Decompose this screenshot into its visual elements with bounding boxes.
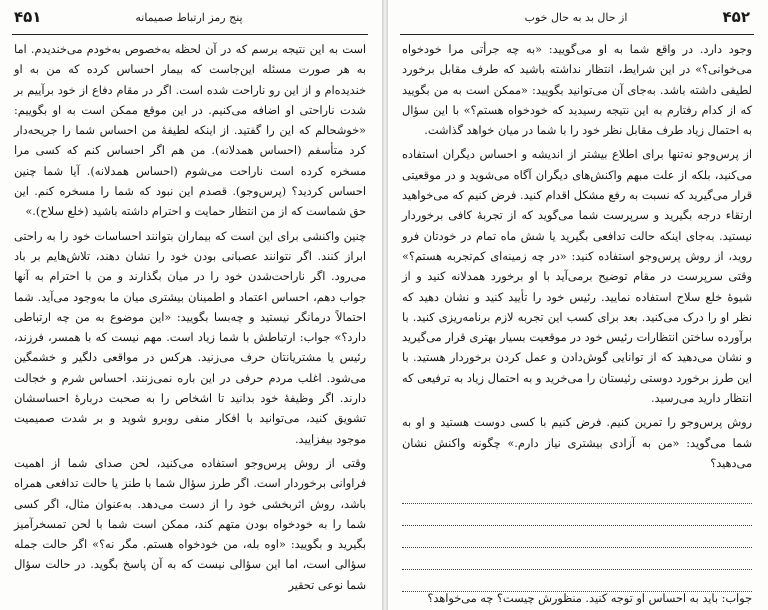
- paragraph: چنین واکنشی برای این است که بیماران بتوانند احساسات خود را به راحتی ابراز کنند. اگر نتوانند عصبانی بودن خود را نشان دهند، تلاش‌هایم بر باد می‌رود. اگر ناراحت‌شدن خود را در میان بگذارند و من با احترام به آنها جواب دهم، احساس اعتماد و اطمینان بیشتری میان ما به‌وجود می‌آید. شما احتمالاً درمانگر نیستید و چه‌بسا بگویید: «این موضوع به من چه ارتباطی دارد؟» جواب: ارتباطش با شما زیاد است. مهم نیست که با همسر، فرزند، رئیس یا مشتریانتان حرف می‌زنید. هرکس در مواقعی دلگیر و خشمگین می‌شود. اغلب مردم حرفی در این باره نمی‌زنند. احساس شرم و خجالت دارند. اگر وظیفهٔ خود بدانید تا اشخاص را به صحبت دربارهٔ احساسشان تشویق کنید، می‌توانید با افکار منفی روبرو شوید و بر شدت صمیمیت موجود بیفزایید.: [14, 229, 366, 446]
- right-page-header: [398, 8, 754, 30]
- left-page-header: [10, 8, 368, 30]
- paragraph: است به این نتیجه برسم که در آن لحظه به‌خصوص به‌خودم می‌خندیدم. اما به هر صورت مسئله این‌جاست که بیمار احساس کرده که من به او خندیده‌ام و از این رو ناراحت شده است. اگر در مقام دفاع از خود برآییم بر شدت ناراحتی او اضافه می‌کنیم. در این موقع ممکن است به او بگوییم: «خوشحالم که این را گفتید. از اینکه لطیفهٔ من احساس شما را جریحه‌دار کرد متأسفم (احساس همدلانه). من هم اگر احساس کنم که کسی مرا مسخره کرده است ناراحت می‌شوم (احساس همدلانه). آیا شما چنین احساس کردید؟ (پرس‌وجو). قصدم این نبود که شما را مسخره کنم. این حق شماست که از من انتظار حمایت و احترام داشته باشید (خلع سلاح).»: [14, 43, 366, 219]
- answer-line: جواب: باید به احساس او توجه کنید. منظورش چیست؟ چه می‌خواهد؟: [427, 592, 752, 605]
- exercise-answer-lines: [402, 482, 752, 592]
- left-page-body: [14, 40, 366, 600]
- dotted-answer-line: [402, 570, 752, 592]
- page-number: ۴۵۲: [722, 8, 750, 26]
- dotted-answer-line: [402, 504, 752, 526]
- running-title: از حال بد به حال خوب: [524, 11, 628, 24]
- left-page: [0, 0, 382, 610]
- paragraph: از پرس‌وجو نه‌تنها برای اطلاع بیشتر از اندیشه و احساس دیگران استفاده می‌کنید، بلکه از علت مبهم واکنش‌های دیگران آگاه می‌شوید و در موقعیتی قرار می‌گیرید که نسبت به رفع مشکل اقدام کنید. فرض کنیم که می‌خواهید ارتقاء درجه بگیرید و سرپرست شما می‌گوید که از تجربهٔ کافی برخوردار نیستید. به‌جای اینکه حالت تدافعی بگیرید یا شش ماه تمام در خودتان فرو روید، از روش پرس‌وجو استفاده کنید: «در چه زمینه‌ای کم‌تجربه هستم؟» وقتی سرپرست در مقام توضیح برمی‌آید با او برخورد همدلانه کنید و از شیوهٔ خلع سلاح استفاده نمایید. رئیس خود را تأیید کنید و نشان دهید که نظر او را درک می‌کنید. بعد برای کسب این تجربه لازم برنامه‌ریزی کنید. با برآورده ساختن انتظارات رئیس خود در موقعیت بسیار بهتری قرار می‌گیرید و نشان می‌دهید که از توانایی گوش‌دادن و عمل کردن برخوردار هستید. با این طرز برخورد دوستی رئیستان را می‌خرید و به احتمال زیاد به ترفیعی که انتظار دارید می‌رسید.: [402, 148, 752, 406]
- right-page: [388, 0, 768, 610]
- running-title: پنج رمز ارتباط صمیمانه: [135, 11, 243, 24]
- page-number: ۴۵۱: [14, 8, 42, 26]
- dotted-answer-line: [402, 548, 752, 570]
- header-rule: [400, 34, 754, 35]
- right-page-body: [402, 40, 752, 592]
- paragraph: وجود دارد. در واقع شما به او می‌گویید: «به چه جرأتی مرا خودخواه می‌خوانی؟» در این شرایط، انتظار نداشته باشید که طرف مقابل برخورد لطیفی داشته باشد. به‌جای آن می‌توانید بگویید: «ممکن است به من بگویید که از کدام رفتارم به این نتیجه رسیدید که خودخواه هستم؟» با این سؤال به احتمال زیاد طرف مقابل نظر خود را با شما در میان خواهد گذاشت.: [402, 43, 752, 138]
- header-rule: [12, 34, 368, 35]
- paragraph: روش پرس‌وجو را تمرین کنیم. فرض کنیم با کسی دوست هستید و او به شما می‌گوید: «من به آزادی بیشتری نیاز دارم.» چگونه واکنش نشان می‌دهید؟: [402, 416, 752, 470]
- dotted-answer-line: [402, 482, 752, 504]
- paragraph: وقتی از روش پرس‌وجو استفاده می‌کنید، لحن صدای شما از اهمیت فراوانی برخوردار است. اگر طرز سؤال شما با طنز یا حالت تدافعی همراه باشد، روش اثربخشی خود را از دست می‌دهد. به‌عنوان مثال، اگر کسی شما را به خودخواه بودن متهم کند، ممکن است شما با لحن تمسخرآمیز بگیرید و بگویید: «اوه بله، من خودخواه هستم. مگر نه؟» اگر حالت جمله سؤالی است، اما این سؤالی نیست که به آن پاسخ بگوید. در حالت سؤال شما نوعی تحقیر: [14, 456, 366, 592]
- dotted-answer-line: [402, 526, 752, 548]
